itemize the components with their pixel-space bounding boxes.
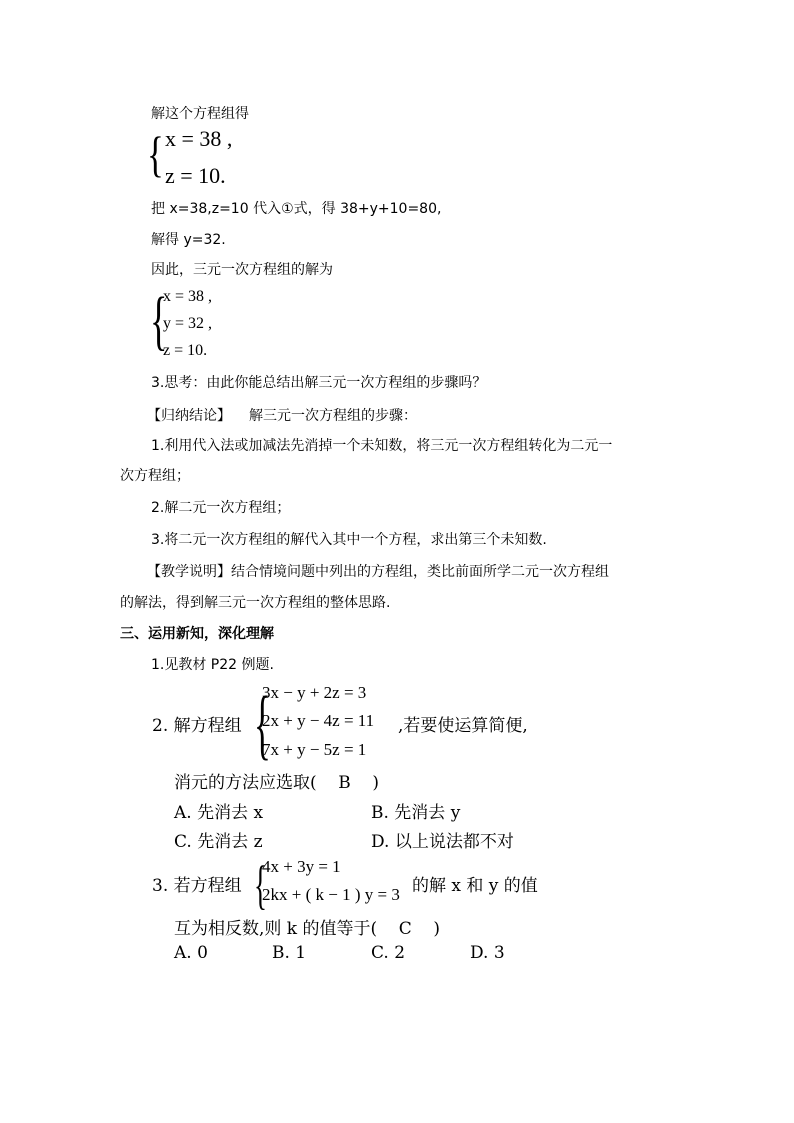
step-3: 3.将二元一次方程组的解代入其中一个方程，求出第三个未知数. bbox=[151, 532, 547, 548]
equation: x = 38 , bbox=[163, 288, 213, 305]
equation: 2x + y − 4z = 11 bbox=[262, 711, 375, 730]
step-1-continued: 次方程组； bbox=[120, 468, 190, 484]
option-d: D. 以上说法都不对 bbox=[371, 832, 514, 852]
solve-y-text: 解得 y=32. bbox=[151, 232, 226, 248]
question-prefix: 3. 若方程组 bbox=[152, 876, 242, 896]
option-a: A. 先消去 x bbox=[174, 803, 264, 823]
equation: 7x + y − 5z = 1 bbox=[262, 740, 367, 759]
example-ref: 1.见教材 P22 例题. bbox=[151, 657, 274, 673]
question-line-2: 互为相反数,则 k 的值等于( C ) bbox=[174, 919, 441, 939]
brace-symbol: { bbox=[150, 284, 168, 357]
brace-symbol: { bbox=[254, 855, 267, 915]
option-a: A. 0 bbox=[174, 943, 208, 963]
equation: z = 10. bbox=[165, 163, 226, 188]
section-heading: 三、运用新知，深化理解 bbox=[120, 626, 274, 642]
teaching-note: 【教学说明】结合情境问题中列出的方程组，类比前面所学二元一次方程组 bbox=[147, 564, 609, 580]
summary-tag: 【归纳结论】 bbox=[147, 408, 231, 424]
option-c: C. 先消去 z bbox=[174, 832, 263, 852]
equation: y = 32 , bbox=[163, 315, 213, 332]
option-c: C. 2 bbox=[371, 943, 406, 963]
teaching-note-continued: 的解法，得到解三元一次方程组的整体思路. bbox=[120, 595, 391, 611]
equation: x = 38 , bbox=[165, 126, 233, 151]
intro-text: 解这个方程组得 bbox=[151, 106, 249, 122]
brace-symbol: { bbox=[254, 680, 271, 767]
substitute-text: 把 x=38,z=10 代入①式，得 38+y+10=80, bbox=[151, 201, 442, 217]
therefore-text: 因此，三元一次方程组的解为 bbox=[151, 262, 333, 278]
question-suffix: ,若要使运算简便, bbox=[398, 716, 528, 736]
question-line-2: 消元的方法应选取( B ) bbox=[174, 773, 379, 793]
think-question: 3.思考：由此你能总结出解三元一次方程组的步骤吗？ bbox=[151, 375, 487, 391]
equation: 4x + 3y = 1 bbox=[262, 857, 341, 876]
step-2: 2.解二元一次方程组； bbox=[151, 500, 291, 516]
option-b: B. 先消去 y bbox=[371, 803, 461, 823]
question-prefix: 2. 解方程组 bbox=[152, 716, 242, 736]
summary-line bbox=[147, 405, 417, 425]
option-d: D. 3 bbox=[470, 943, 505, 963]
question-suffix: 的解 x 和 y 的值 bbox=[412, 876, 538, 896]
step-1: 1.利用代入法或加减法先消掉一个未知数，将三元一次方程组转化为二元一 bbox=[151, 438, 613, 454]
option-b: B. 1 bbox=[272, 943, 307, 963]
equation: 3x − y + 2z = 3 bbox=[262, 683, 367, 702]
brace-symbol: { bbox=[147, 126, 164, 182]
summary-text: 解三元一次方程组的步骤： bbox=[249, 408, 417, 424]
equation: z = 10. bbox=[163, 342, 208, 359]
equation: 2kx + ( k − 1 ) y = 3 bbox=[262, 885, 400, 904]
